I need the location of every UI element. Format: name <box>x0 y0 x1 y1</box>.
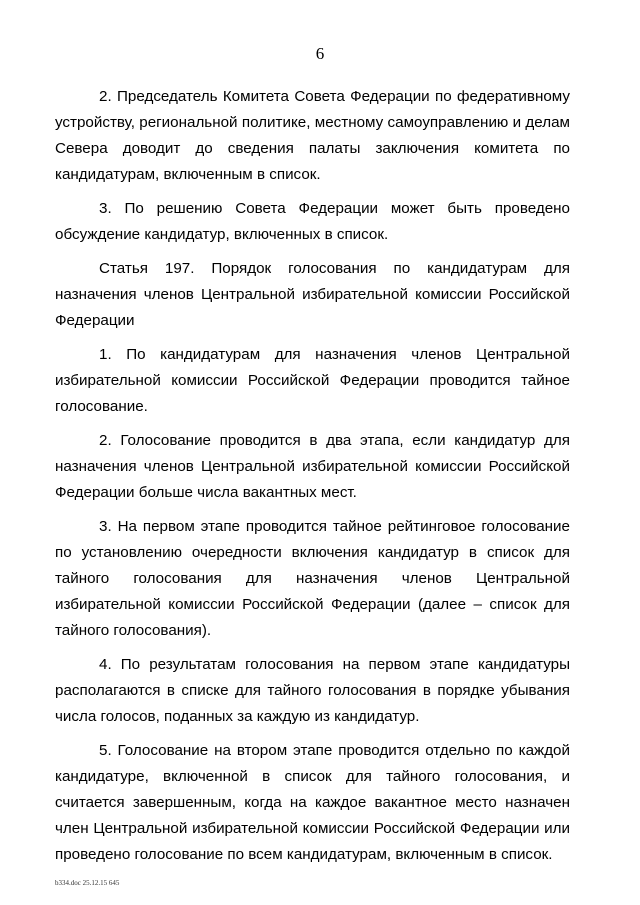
paragraph-committee-conclusions: 2. Председатель Комитета Совета Федерации по федеративному устройству, региональной политике, местному самоуправлению и делам Севера доводит до сведения палаты заключения комитета по кандидатурам, включенным в список. <box>55 88 570 183</box>
paragraph-ranking-results: 4. По результатам голосования на первом этапе кандидатуры располагаются в списке для тайного голосования в порядке убывания числа голосов, поданных за каждую из кандидатур. <box>55 656 570 725</box>
paragraph-secret-ballot: 1. По кандидатурам для назначения членов Центральной избирательной комиссии Российской Федерации проводится тайное голосование. <box>55 346 570 415</box>
document-body <box>55 84 570 876</box>
page-number: 6 <box>315 44 325 63</box>
paragraph-first-stage: 3. На первом этапе проводится тайное рейтинговое голосование по установлению очередности включения кандидатур в список для тайного голосования для назначения членов Центральной избирательной комиссии Российской Федерации (далее – список для тайного голосования). <box>55 518 570 639</box>
paragraph-two-stages: 2. Голосование проводится в два этапа, если кандидатур для назначения членов Центральной избирательной комиссии Российской Федерации больше числа вакантных мест. <box>55 432 570 501</box>
footer-file-info: b334.doc 25.12.15 645 <box>55 879 120 887</box>
paragraph-second-stage: 5. Голосование на втором этапе проводится отдельно по каждой кандидатуре, включенной в список для тайного голосования, и считается завершенным, когда на каждое вакантное место назначен член Центральной избирательной комиссии Российской Федерации или проведено голосование по всем кандидатурам, включенным в список. <box>55 742 570 863</box>
article-197-heading: Статья 197. Порядок голосования по кандидатурам для назначения членов Центральной избирательной комиссии Российской Федерации <box>55 260 570 329</box>
paragraph-discussion: 3. По решению Совета Федерации может быть проведено обсуждение кандидатур, включенных в список. <box>55 200 570 243</box>
